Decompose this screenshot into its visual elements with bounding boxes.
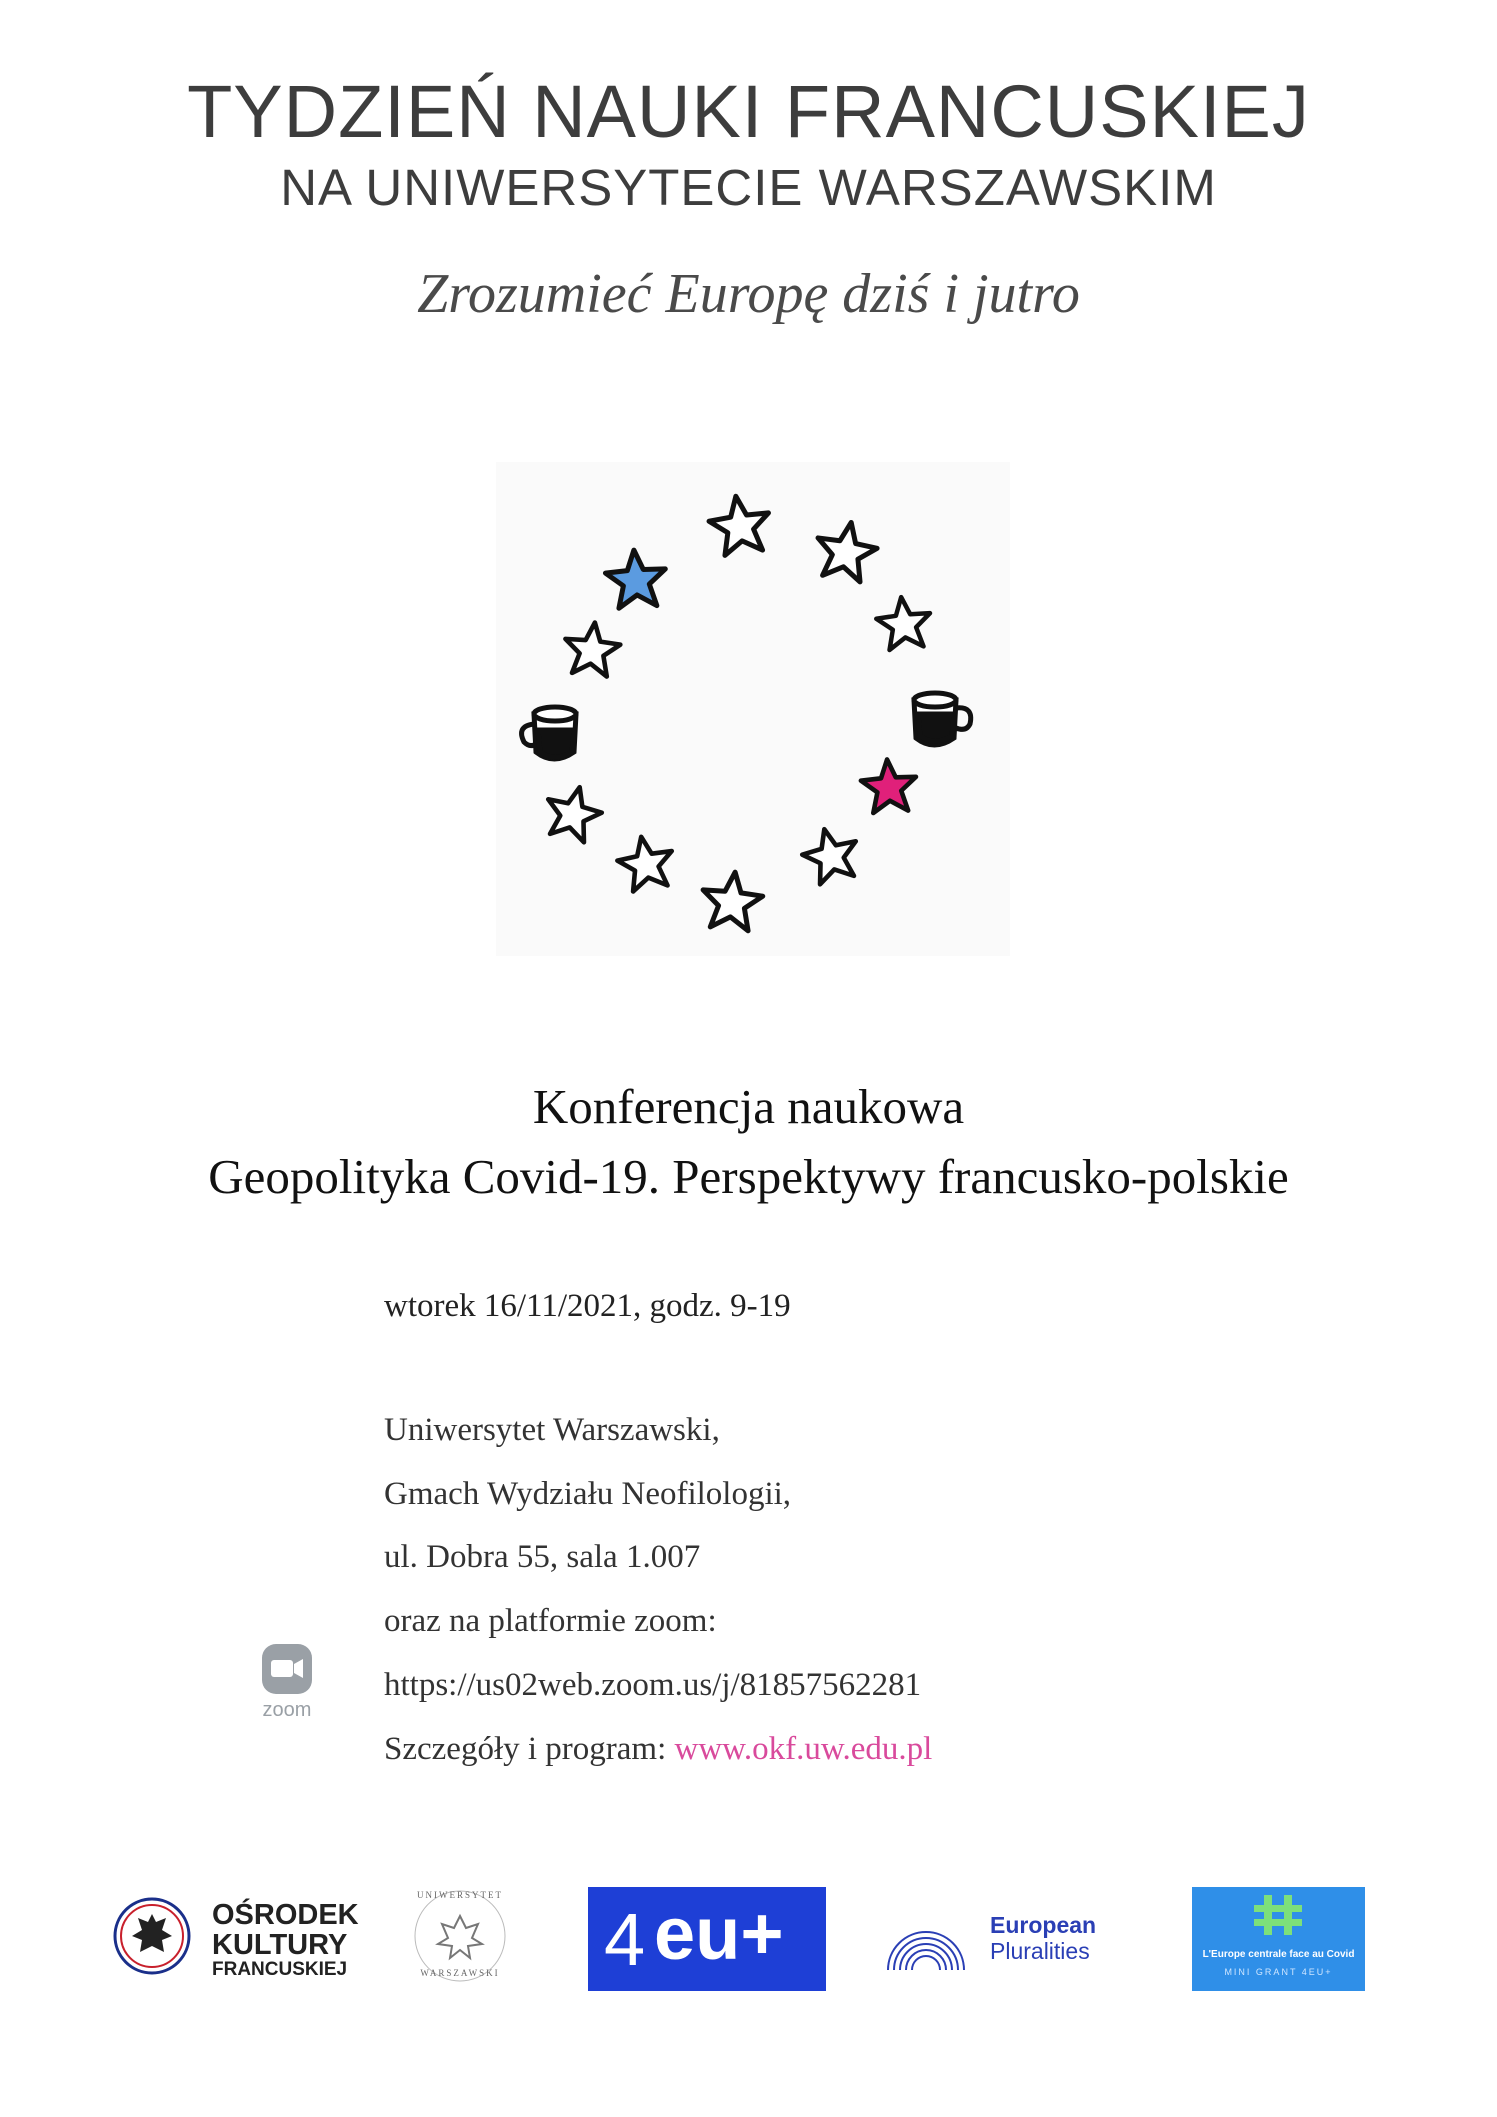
european-pluralities-arc-icon xyxy=(884,1900,968,1972)
address-line: ul. Dobra 55, sala 1.007 xyxy=(384,1539,701,1575)
star-icon xyxy=(798,823,864,887)
program-link[interactable]: www.okf.uw.edu.pl xyxy=(674,1731,933,1767)
conference-title: Geopolityka Covid-19. Perspektywy francusko-polskie xyxy=(208,1149,1289,1204)
poster-title: TYDZIEŃ NAUKI FRANCUSKIEJ xyxy=(187,70,1310,153)
zoom-icon xyxy=(258,1642,316,1722)
stars-illustration xyxy=(496,462,1010,956)
address-line: Uniwersytet Warszawski, xyxy=(384,1412,720,1448)
zoom-icon-label: zoom xyxy=(262,1699,312,1721)
okf-emblem-icon xyxy=(112,1896,192,1976)
zoom-link[interactable]: https://us02web.zoom.us/j/81857562281 xyxy=(384,1667,922,1703)
cup-icon xyxy=(914,693,971,745)
covid-minigrant-logo: L'Europe centrale face au Covid MINI GRANT 4EU+ xyxy=(1192,1887,1365,1991)
star-icon xyxy=(699,869,765,932)
okf-logo: OŚRODEK KULTURY FRANCUSKIEJ xyxy=(212,1899,359,1980)
address-line: Gmach Wydziału Neofilologii, xyxy=(384,1476,792,1512)
program-label: Szczegóły i program: xyxy=(384,1731,667,1767)
hashtag-icon xyxy=(1192,1887,1365,1947)
uw-emblem-logo: UNIWERSYTET WARSZAWSKI xyxy=(412,1888,508,1984)
blue-star-icon xyxy=(604,548,668,609)
poster-subtitle: Zrozumieć Europę dziś i jutro xyxy=(417,263,1080,325)
poster-title-line2: NA UNIWERSYTECIE WARSZAWSKIM xyxy=(280,159,1217,216)
star-icon xyxy=(812,517,881,584)
star-icon xyxy=(562,620,622,678)
pink-star-icon xyxy=(860,758,919,814)
online-label: oraz na platformie zoom: xyxy=(384,1603,717,1639)
event-date: wtorek 16/11/2021, godz. 9-19 xyxy=(384,1288,791,1324)
program-line xyxy=(384,1729,932,1769)
stars-circle-svg xyxy=(496,462,1010,956)
cup-icon xyxy=(522,707,576,759)
star-icon xyxy=(874,594,933,651)
star-icon xyxy=(614,832,677,893)
star-icon xyxy=(706,492,773,557)
4eu-logo: 4 eu+ xyxy=(588,1887,826,1991)
european-pluralities-logo: European Pluralities xyxy=(990,1912,1097,1964)
star-icon xyxy=(540,781,606,845)
conference-type: Konferencja naukowa xyxy=(532,1079,965,1134)
